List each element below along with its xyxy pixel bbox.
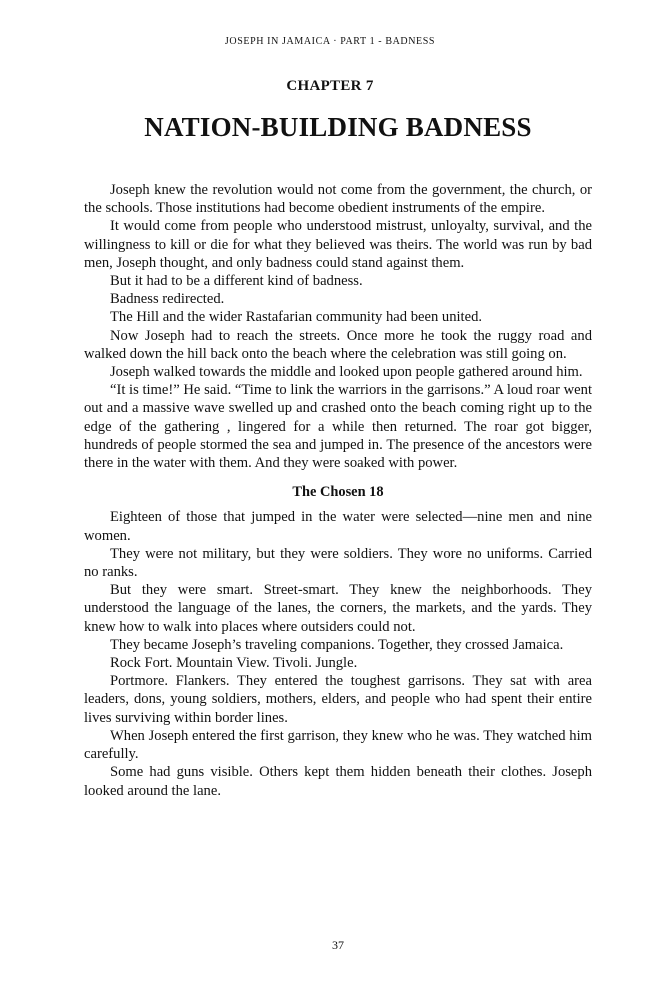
paragraph: It would come from people who understood mistrust, unloyalty, survival, and the willingness to kill or die for what they believed was theirs. The world was run by bad men, Joseph thought, and only badness could stand against them. [84,218,592,271]
paragraph: Now Joseph had to reach the streets. Once more he took the ruggy road and walked down the hill back onto the beach where the celebration was still going on. [84,327,592,362]
paragraph: “It is time!” He said. “Time to link the warriors in the garrisons.” A loud roar went out and a massive wave swelled up and crashed onto the beach coming right up to the edge of the gathering , lingered for a while then returned. The roar got bigger, hundreds of people stormed the sea and jumped in. The presence of the ancestors were there in the water with them. And they were soaked with power. [84,382,592,472]
chapter-title: NATION-BUILDING BADNESS [144,112,532,142]
paragraph: Joseph knew the revolution would not come from the government, the church, or the schools. Those institutions had become obedient instruments of the empire. [84,182,592,217]
paragraph: But they were smart. Street-smart. They knew the neighborhoods. They understood the language of the lanes, the corners, the markets, and the yards. They knew how to walk into places where outsiders could not. [84,582,592,635]
paragraph: Some had guns visible. Others kept them hidden beneath their clothes. Joseph looked around the lane. [84,764,592,799]
paragraph: When Joseph entered the first garrison, they knew who he was. They watched him carefully. [84,727,592,763]
body-text [84,181,592,800]
paragraph: Eighteen of those that jumped in the water were selected—nine men and nine women. [84,509,592,544]
paragraph: Badness redirected. [110,291,225,308]
paragraph: Joseph walked towards the middle and looked upon people gathered around him. [110,364,583,381]
paragraph: But it had to be a different kind of badness. [110,273,363,290]
paragraph: The Hill and the wider Rastafarian community had been united. [110,309,483,326]
page-number: 37 [332,938,344,952]
section-heading: The Chosen 18 [292,484,384,501]
paragraph: They became Joseph’s traveling companions. Together, they crossed Jamaica. [110,636,564,653]
running-head: JOSEPH IN JAMAICA · PART 1 - BADNESS [224,36,436,47]
paragraph: Portmore. Flankers. They entered the toughest garrisons. They sat with area leaders, dons, young soldiers, mothers, elders, and people who had spent their entire lives surviving within border lines. [84,673,592,726]
paragraph: They were not military, but they were soldiers. They wore no uniforms. Carried no ranks. [84,545,592,581]
paragraph: Rock Fort. Mountain View. Tivoli. Jungle. [110,655,358,672]
chapter-label: CHAPTER 7 [286,78,374,94]
